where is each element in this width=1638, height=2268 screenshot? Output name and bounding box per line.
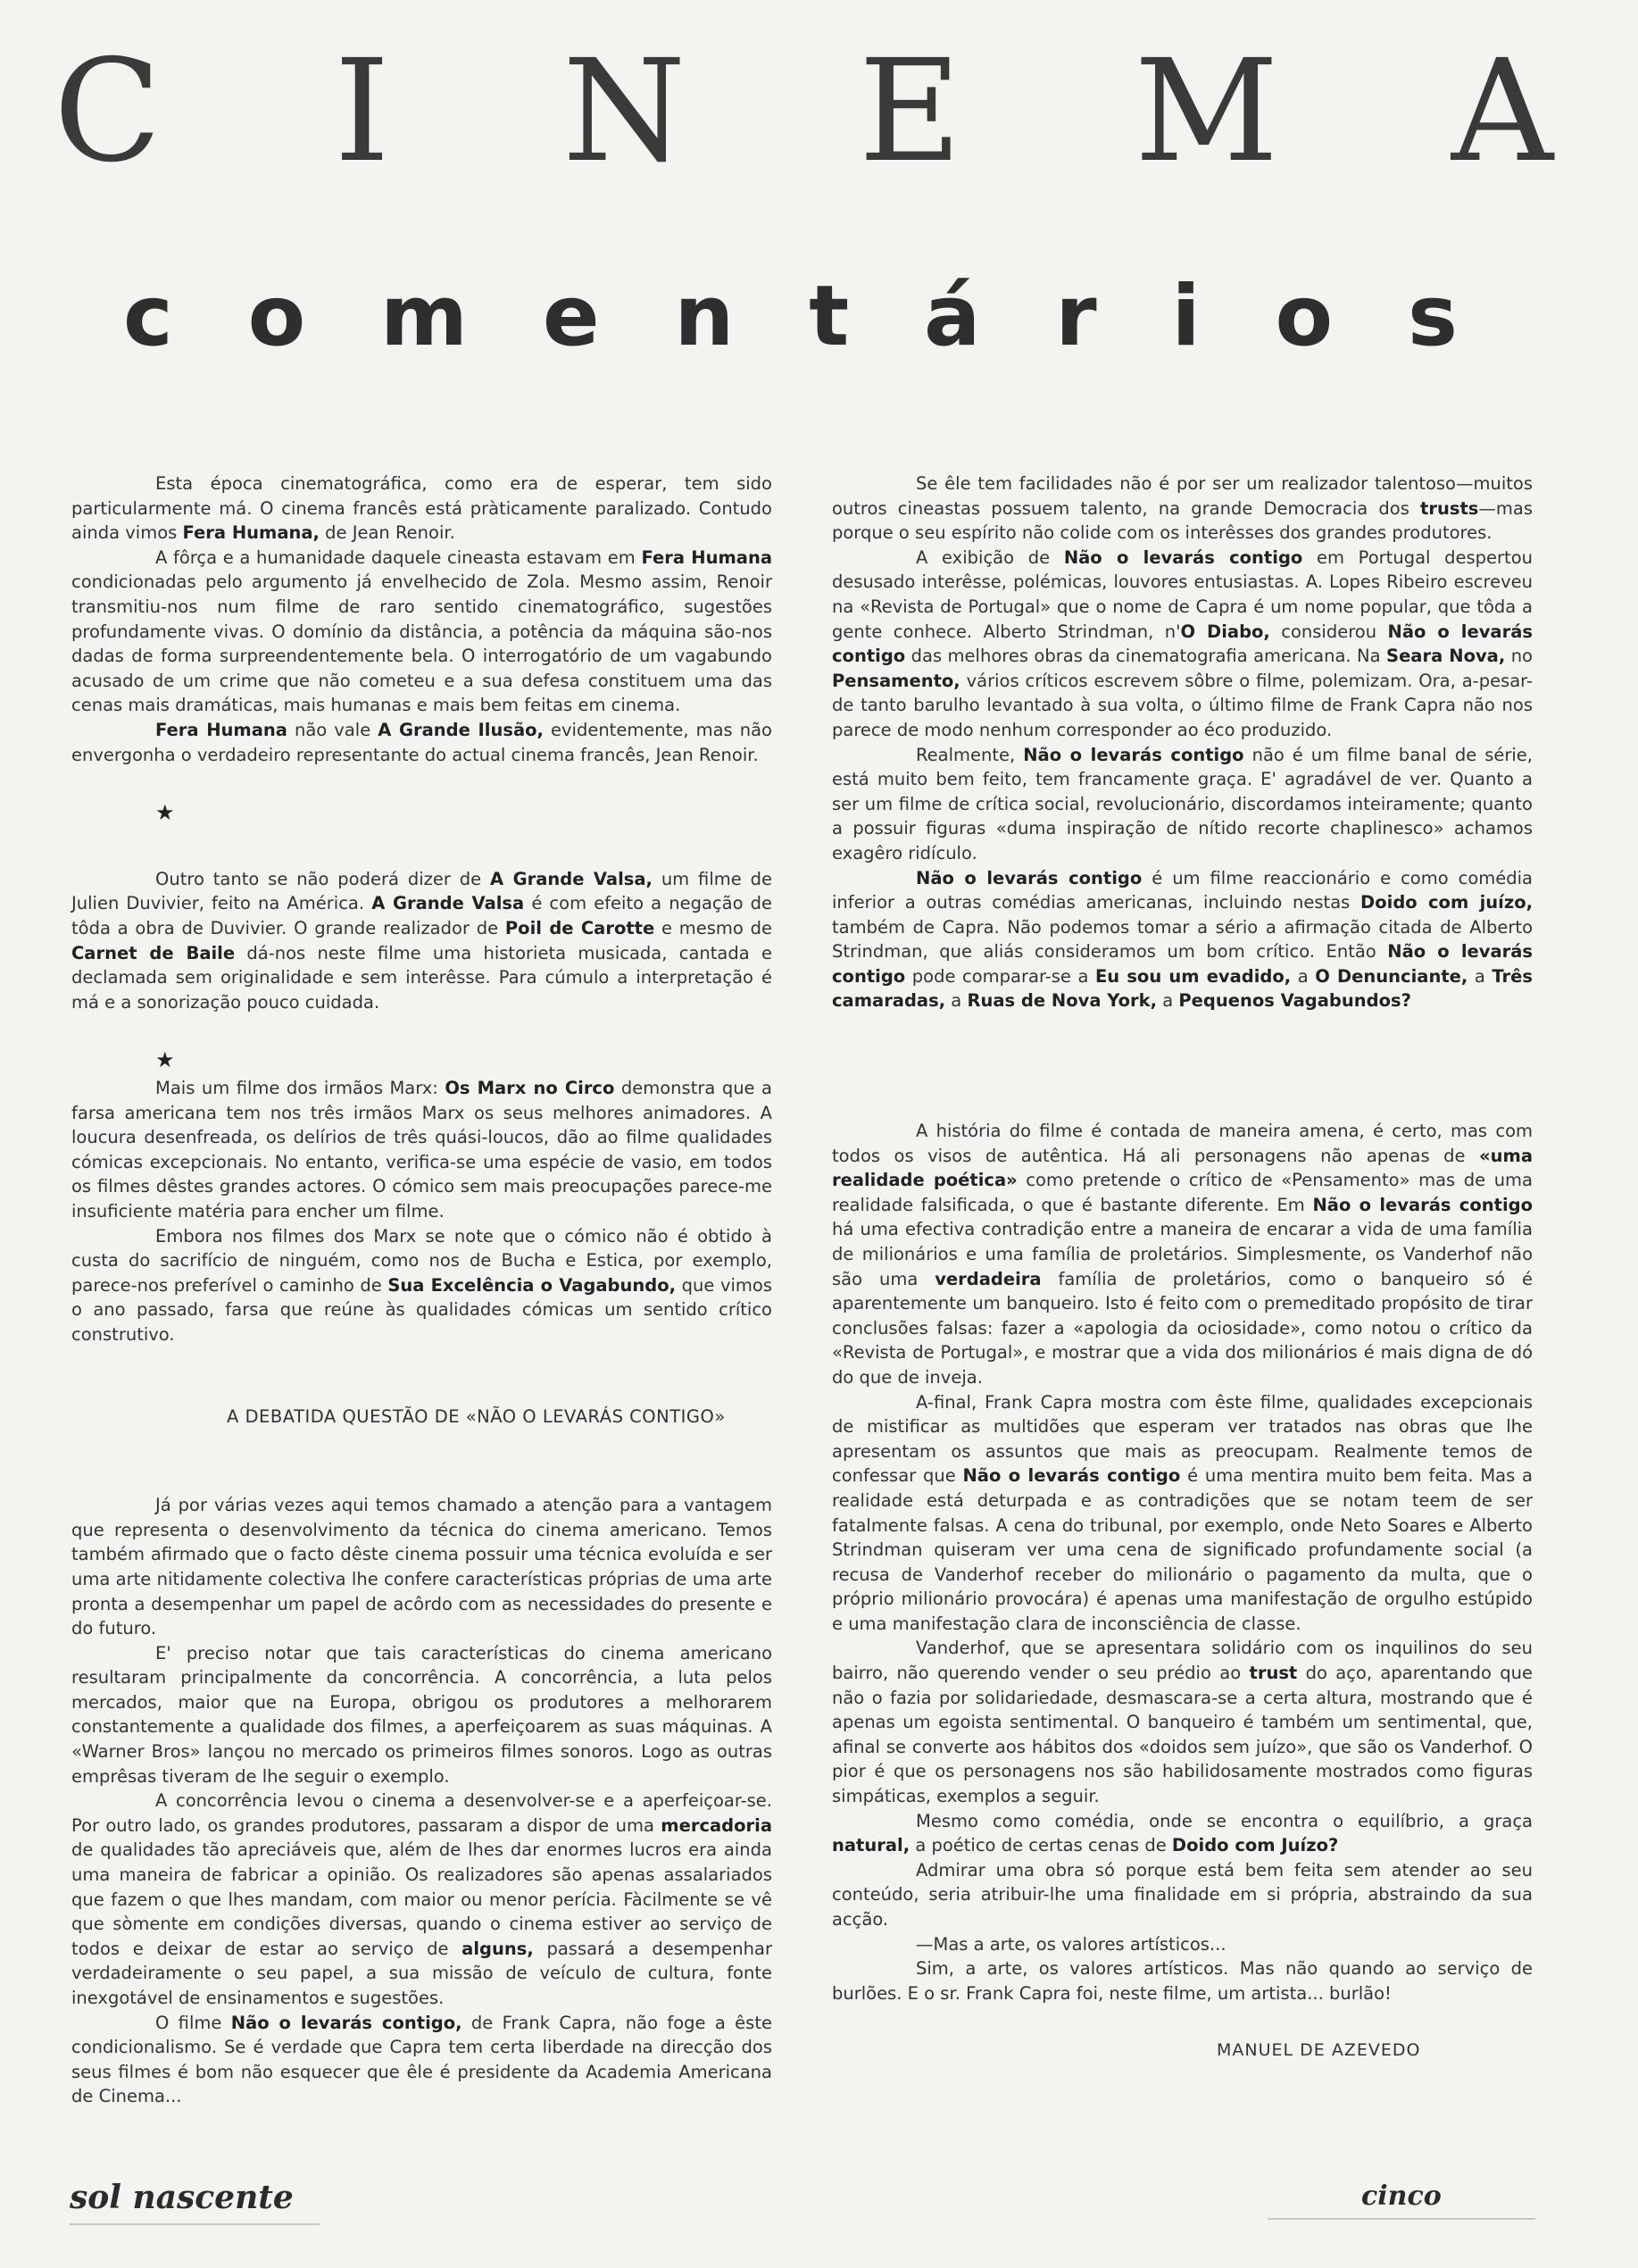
left-column-top xyxy=(71,471,772,1073)
paragraph: Já por várias vezes aqui temos chamado a atenção para a vantagem que representa o desenvolvimento da técnica do cinema americano. Temos também afirmado que o facto dêste cinema possuir uma técnica evoluída e ser uma arte nitidamente colectiva lhe confere características próprias de uma arte pronta a desempenhar um papel de acôrdo com as necessidades do presente e do futuro. xyxy=(71,1495,772,1639)
subtitle-letter: t xyxy=(809,268,850,365)
paragraph: Sim, a arte, os valores artísticos. Mas não quando ao serviço de burlões. E o sr. Frank Capra foi, neste filme, um artista... burlão! xyxy=(832,1958,1533,2004)
subtitle-letter: r xyxy=(1055,268,1097,365)
footer-page-name: cinco xyxy=(1361,2180,1442,2212)
paragraph: Vanderhof, que se apresentara solidário com os inquilinos do seu bairro, não querendo vender o seu prédio ao trust do aço, aparentando que não o fazia por solidariedade, desmascara-se a certa altura, mostrando que é apenas um egoista sentimental. O banqueiro é também um sentimental, que, afinal se converte aos hábitos dos «doidos sem juízo», que são os Vanderhof. O pior é que os personagens nos são habilidosamente mostrados como figuras simpáticas, exemplos a seguir. xyxy=(832,1638,1533,1807)
paragraph: O filme Não o levarás contigo, de Frank Capra, não foge a êste condicionalismo. Se é verdade que Capra tem certa liberdade na direcção dos seus filmes é bom não esquecer que êle é presidente da Academia Americana de Cinema... xyxy=(71,2012,772,2107)
paragraph: Mais um filme dos irmãos Marx: Os Marx no Circo demonstra que a farsa americana tem nos três irmãos Marx os seus melhores animadores. A loucura desenfreada, os delírios de três quási-loucos, dão ao filme qualidades cómicas excepcionais. No entanto, verifica-se uma espécie de vasio, em todos os filmes dêstes grandes actores. O cómico sem mais preocupações parece-me insuficiente matéria para encher um filme. xyxy=(71,1078,772,1222)
subtitle-letter: s xyxy=(1407,268,1458,365)
paragraph: A-final, Frank Capra mostra com êste filme, qualidades excepcionais de mistificar as multidões que esperam ver tratados nas obras que lhe apresentam os assuntos que mais as preocupam. Realmente temos de confessar que Não o levarás contigo é uma mentira muito bem feita. Mas a realidade está deturpada e as contradições que se notam teem de ser fatalmente falsas. A cena do tribunal, por exemplo, onde Neto Soares e Alberto Strindman quiseram ver uma cena de significado profundamente social (a recusa de Vanderhof receber do milionário o pagamento da multa, que o próprio milionário provocára) é apenas uma manifestação de orgulho estúpido e uma manifestação clara de inconsciência de classe. xyxy=(832,1391,1533,1634)
subtitle-letter: á xyxy=(923,268,981,365)
paragraph: Outro tanto se não poderá dizer de A Grande Valsa, um filme de Julien Duvivier, feito na América. A Grande Valsa é com efeito a negação de tôda a obra de Duvivier. O grande realizador de Poil de Carotte e mesmo de Carnet de Baile dá-nos neste filme uma historieta musicada, cantada e declamada sem originalidade e sem interêsse. Para cúmulo a interpretação é má e a sonorização pouco cuidada. xyxy=(71,868,773,1013)
masthead-letter: E xyxy=(858,29,962,194)
star-divider-icon: ★ xyxy=(155,1047,175,1073)
subtitle-letter: n xyxy=(674,268,735,365)
paragraph: Não o levarás contigo é um filme reaccionário e como comédia inferior a outras comédias americanas, incluindo nestas Doido com juízo, também de Capra. Não podemos tomar a sério a afirmação citada de Alberto Strindman, que aliás consideramos um bom crítico. Então Não o levarás contigo pode comparar-se a Eu sou um evadido, a O Denunciante, a Três camaradas, a Ruas de Nova York, a Pequenos Vagabundos? xyxy=(832,867,1533,1012)
author-signature: MANUEL DE AZEVEDO xyxy=(1217,2040,1421,2060)
paragraph: —Mas a arte, os valores artísticos... xyxy=(916,1933,1226,1955)
paragraph: A história do filme é contada de maneira amena, é certo, mas com todos os visos de autêntica. Há ali personagens não apenas de «uma realidade poética» como pretende o crítico de «Pensamento» mas de uma realidade falsificada, o que é bastante diferente. Em Não o levarás contigo há uma efectiva contradição entre a maneira de encarar a vida de uma família de milionários e uma família de proletários. Simplesmente, os Vanderhof não são uma verdadeira família de proletários, como o banqueiro só é aparentemente um banqueiro. Isto é feito com o premeditado propósito de tirar conclusões falsas: fazer a «apologia da ociosidade», como notou o crítico da «Revista de Portugal», e mostrar que a vida dos milionários é mais digna de dó do que de inveja. xyxy=(832,1121,1533,1388)
subtitle-letter: o xyxy=(247,268,306,365)
paragraph: A concorrência levou o cinema a desenvolver-se e a aperfeiçoar-se. Por outro lado, os grandes produtores, passaram a dispor de uma mercadoria de qualidades tão apreciáveis que, além de lhes dar enormes lucros era ainda uma maneira de fabricar a opinião. Os realizadores são apenas assalariados que fazem o que lhes mandam, com maior ou menor perícia. Fàcilmente se vê que sòmente em condições diversas, quando o cinema estiver ao serviço de todos e deixar de estar ao serviço de alguns, passará a desempenhar verdadeiramente o seu papel, a sua missão de veículo de cultura, fonte inexgotável de ensinamentos e sugestões. xyxy=(71,1790,772,2008)
footer-rule xyxy=(70,2223,320,2225)
masthead-letter: A xyxy=(1451,29,1553,194)
section-heading: A DEBATIDA QUESTÃO DE «NÃO O LEVARÁS CONTIGO» xyxy=(227,1405,726,1427)
subtitle-letter: c xyxy=(123,268,173,365)
subtitle-letter: o xyxy=(1275,268,1334,365)
right-column-bottom xyxy=(832,1119,1533,2005)
masthead-letter: C xyxy=(54,29,162,194)
paragraph: E' preciso notar que tais características do cinema americano resultaram principalmente da concorrência. A concorrência, a luta pelos mercados, maior que na Europa, obrigou os produtores a melhorarem constantemente a qualidade dos filmes, a aperfeiçoarem as suas máquinas. A «Warner Bros» lançou no mercado os primeiros filmes sonoros. Logo as outras emprêsas tiveram de lhe seguir o exemplo. xyxy=(71,1642,772,1787)
right-column-top xyxy=(832,471,1533,1013)
paragraph: A fôrça e a humanidade daquele cineasta estavam em Fera Humana condicionadas pelo argumento já envelhecido de Zola. Mesmo assim, Renoir transmitiu-nos num filme de raro sentido cinematográfico, sugestões profundamente vivas. O domínio da distância, a potência da máquina são-nos dadas de forma surpreendentemente bela. O interrogatório de um vagabundo acusado de um crime que não cometeu e a sua defesa constituem uma das cenas mais dramáticas, mais humanas e mais bem feitas em cinema. xyxy=(71,546,772,716)
masthead-letter: M xyxy=(1134,29,1279,194)
section-subtitle xyxy=(123,268,1458,366)
subtitle-letter: m xyxy=(380,268,468,365)
star-divider-icon: ★ xyxy=(155,800,175,826)
subtitle-letter: e xyxy=(542,268,600,365)
masthead-letter: N xyxy=(562,29,686,194)
left-column-bottom xyxy=(71,1076,772,2109)
paragraph: Embora nos filmes dos Marx se note que o cómico não é obtido à custa do sacrifício de ninguém, como nos de Bucha e Estica, por exemplo, parece-nos preferível o caminho de Sua Excelência o Vagabundo, que vimos o ano passado, farsa que reúne às qualidades cómicas um sentido crítico construtivo. xyxy=(71,1225,772,1345)
footer-publication-name: sol nascente xyxy=(70,2179,294,2216)
subtitle-letter: i xyxy=(1171,268,1201,365)
paragraph: A exibição de Não o levarás contigo em Portugal despertou desusado interêsse, polémicas, louvores entusiastas. A. Lopes Ribeiro escreveu na «Revista de Portugal» que o nome de Capra é um nome popular, que tôda a gente conhece. Alberto Strindman, n'O Diabo, considerou Não o levarás contigo das melhores obras da cinematografia americana. Na Seara Nova, no Pensamento, vários críticos escrevem sôbre o filme, polemizam. Ora, a-pesar-de tanto barulho levantado à sua volta, o último filme de Frank Capra não nos parece de modo nenhum corresponder ao éco produzido. xyxy=(832,546,1533,740)
paragraph: Fera Humana não vale A Grande Ilusão, evidentemente, mas não envergonha o verdadeiro representante do actual cinema francês, Jean Renoir. xyxy=(71,719,772,765)
masthead-letter: I xyxy=(334,29,390,194)
paragraph: Esta época cinematográfica, como era de esperar, tem sido particularmente má. O cinema francês está pràticamente paralizado. Contudo ainda vimos Fera Humana, de Jean Renoir. xyxy=(71,473,772,544)
paragraph: Mesmo como comédia, onde se encontra o equilíbrio, a graça natural, a poético de certas cenas de Doido com Juízo? xyxy=(832,1810,1533,1856)
paragraph: Realmente, Não o levarás contigo não é um filme banal de série, está muito bem feito, tem francamente graça. E' agradável de ver. Quanto a ser um filme de crítica social, revolucionário, discordamos inteiramente; quanto a possuir figuras «duma inspiração de nítido recorte chaplinesco» achamos exagêro ridículo. xyxy=(832,744,1533,863)
masthead-title xyxy=(54,29,1553,194)
footer-rule xyxy=(1268,2218,1535,2220)
paragraph: Admirar uma obra só porque está bem feita sem atender ao seu conteúdo, seria atribuir-lhe uma finalidade em si própria, abstraindo da sua acção. xyxy=(832,1859,1533,1930)
paragraph: Se êle tem facilidades não é por ser um realizador talentoso—muitos outros cineastas possuem talento, na grande Democracia dos trusts—mas porque o seu espírito não colide com os interêsses dos grandes produtores. xyxy=(832,473,1533,544)
